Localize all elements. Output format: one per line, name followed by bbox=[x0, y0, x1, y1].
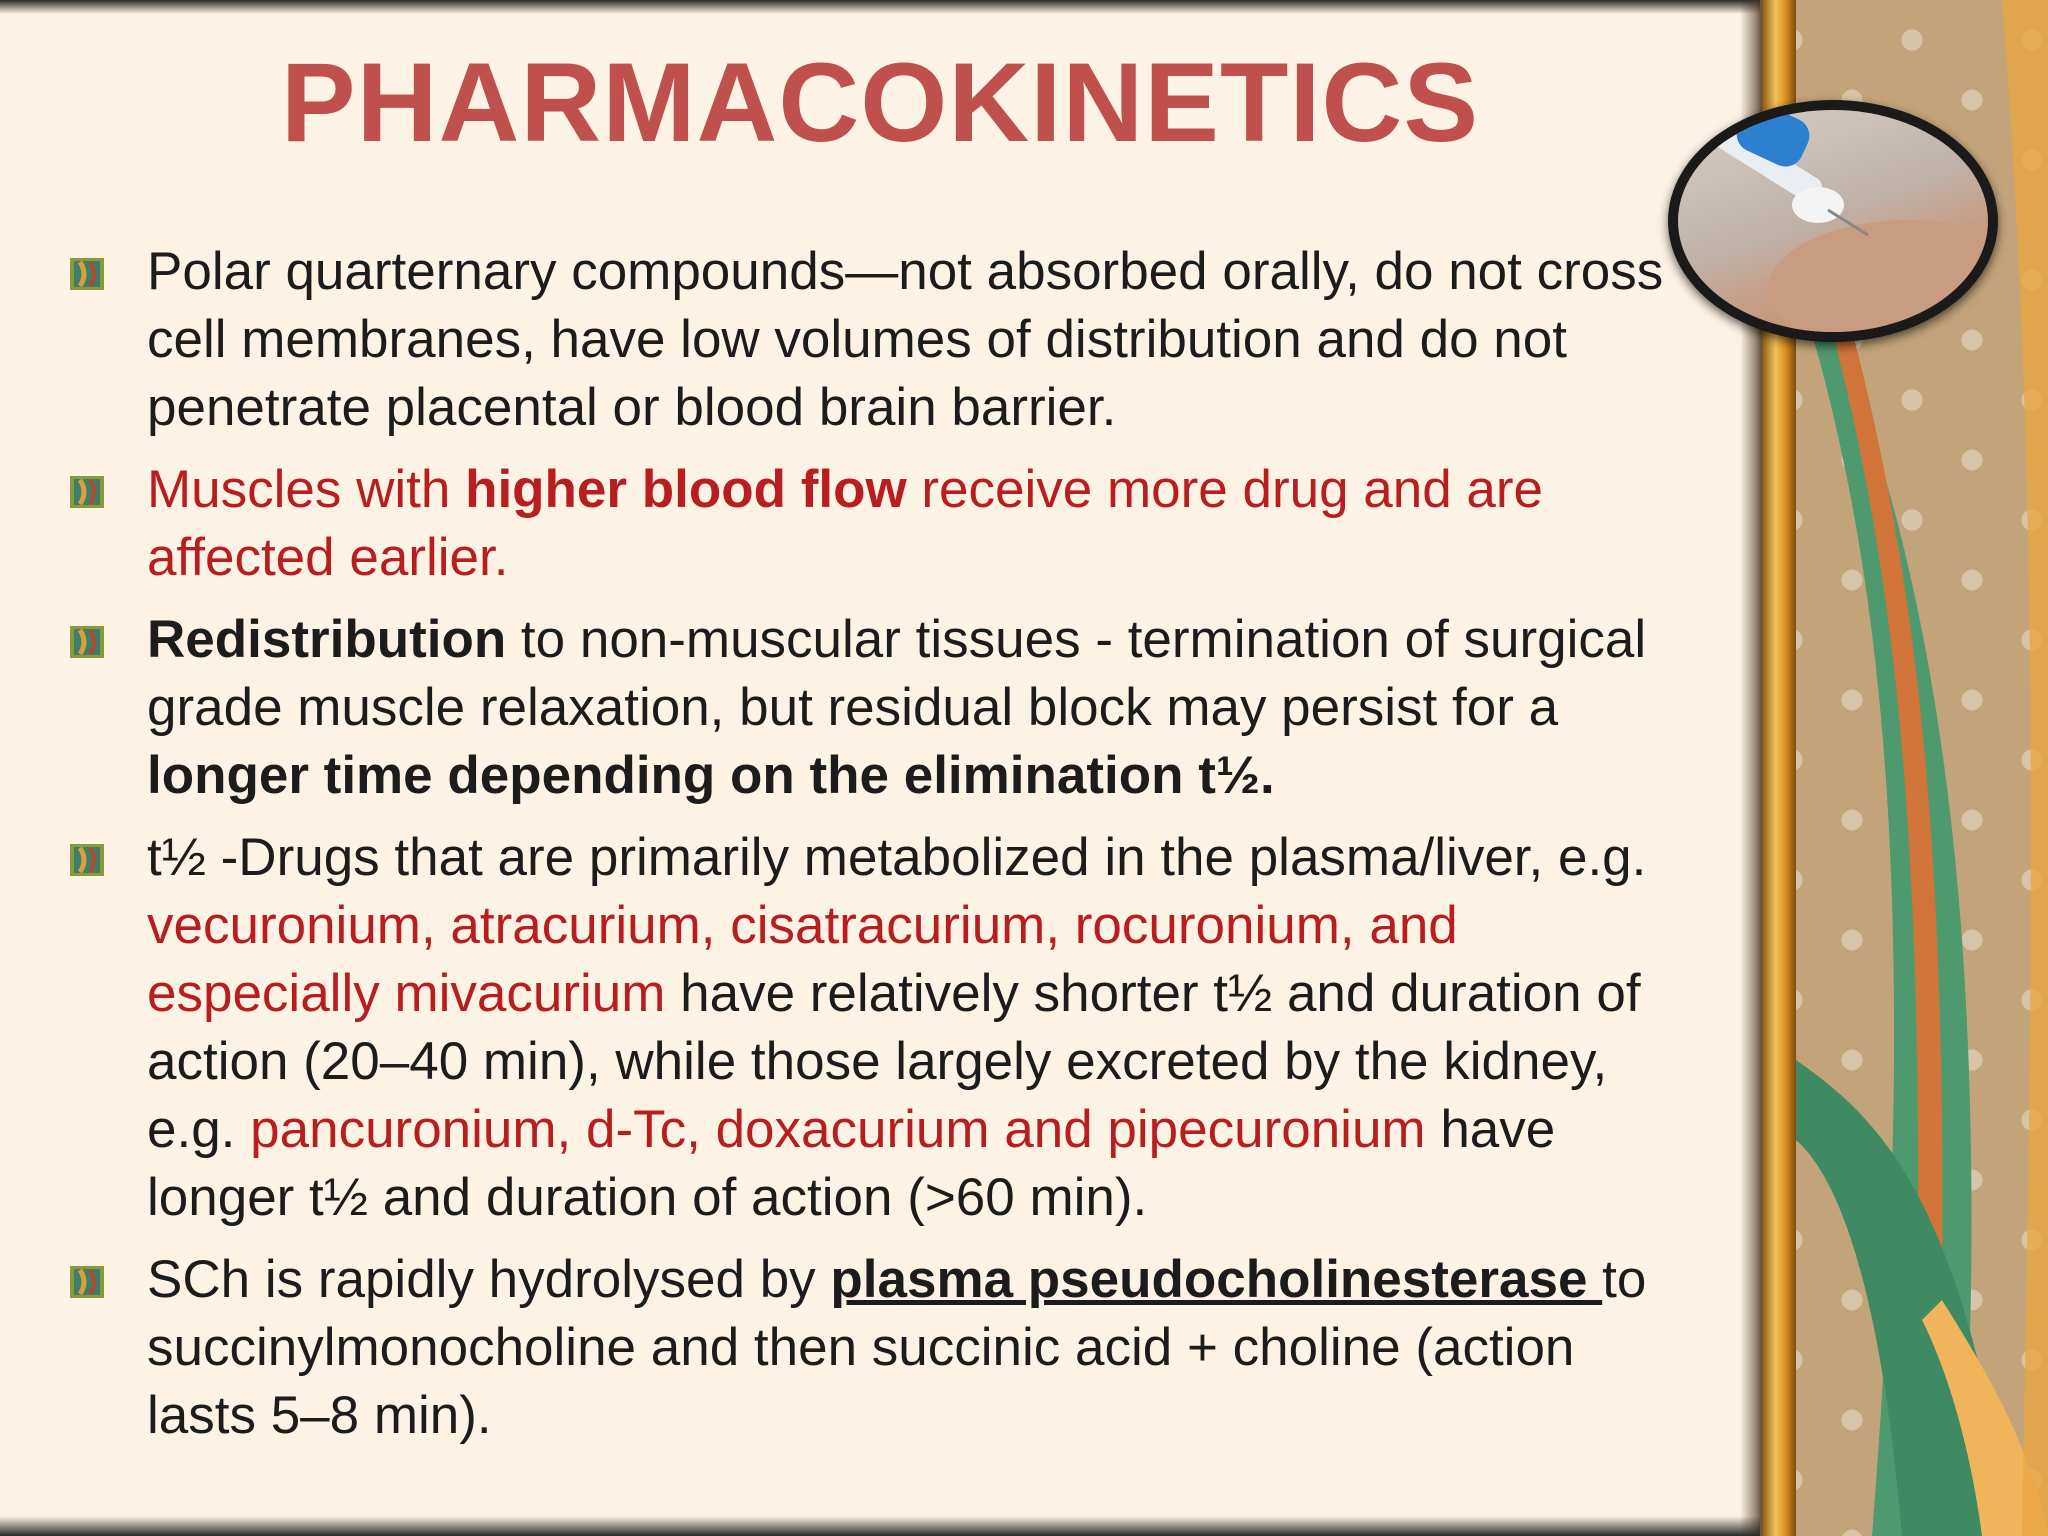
bullet-text: to non-muscular tissues - termination of surgical grade muscle relaxation, but residual block may persist for a bbox=[147, 610, 1647, 737]
syringe-injection-photo bbox=[1678, 110, 1988, 332]
bullet-text: to succinylmonocholine and then succinic acid + choline (action lasts 5–8 min). bbox=[147, 1250, 1647, 1445]
square-bullet-icon bbox=[70, 258, 104, 290]
square-bullet-icon bbox=[70, 1266, 104, 1298]
bullet-item-5 bbox=[70, 1246, 1690, 1450]
slide-title: PHARMACOKINETICS bbox=[280, 40, 1480, 165]
bullet-list bbox=[70, 238, 1690, 1464]
drug-list-hepatic: vecuronium, atracurium, cisatracurium, rocuronium, and especially mivacurium bbox=[147, 896, 1458, 1023]
bullet-underlined-term: plasma pseudocholinesterase bbox=[830, 1250, 1603, 1309]
square-bullet-icon bbox=[70, 476, 104, 508]
bullet-text: receive more drug and are affected earlier. bbox=[147, 460, 1544, 587]
bullet-text: t½ -Drugs that are primarily metabolized in the plasma/liver, e.g. bbox=[147, 828, 1647, 887]
bullet-text: Muscles with bbox=[147, 460, 466, 519]
bullet-text: have longer t½ and duration of action (>60 min). bbox=[147, 1100, 1556, 1227]
bullet-emphasis: higher blood flow bbox=[465, 460, 907, 519]
bullet-item-4 bbox=[70, 824, 1690, 1232]
square-bullet-icon bbox=[70, 844, 104, 876]
photo-frame bbox=[1668, 100, 1998, 342]
bullet-emphasis: longer time depending on the elimination t½. bbox=[147, 746, 1275, 805]
bullet-text: have relatively shorter t½ and duration of action (20–40 min), while those largely excreted by the kidney, e.g. bbox=[147, 964, 1641, 1159]
bullet-item-3 bbox=[70, 606, 1690, 810]
bottom-shadow bbox=[0, 1516, 1760, 1536]
top-shadow bbox=[0, 0, 1760, 14]
bullet-text: Polar quarternary compounds—not absorbed orally, do not cross cell membranes, have low volumes of distribution and do not penetrate placental or blood brain barrier. bbox=[147, 242, 1664, 437]
bullet-item-1 bbox=[70, 238, 1690, 442]
drug-list-renal: pancuronium, d-Tc, doxacurium and pipecuronium bbox=[250, 1100, 1426, 1159]
square-bullet-icon bbox=[70, 626, 104, 658]
bullet-item-2 bbox=[70, 456, 1690, 592]
bullet-text: SCh is rapidly hydrolysed by bbox=[147, 1250, 831, 1309]
bullet-emphasis: Redistribution bbox=[147, 610, 507, 669]
